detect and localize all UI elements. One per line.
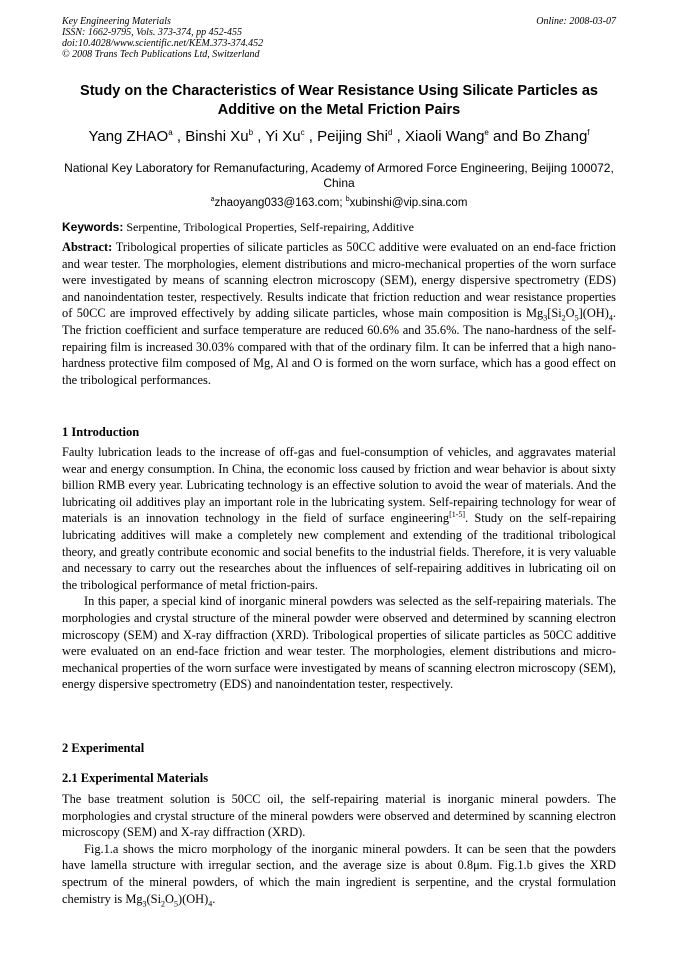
paragraph-text: Faulty lubrication leads to the increase of off-gas and fuel-consumption of vehicles, and aggravates material wear and energy consumption. In China, the economic loss caused by friction and wear behavior is about sixty billion RMB every year. Lubricating technology is an effective solution to avoid the wear of materials. And the lubricating oil additives play an important role in the lubricating system. Self-repairing technology for wear of materials is an innovation technology in the field of surface engineering <box>62 445 616 526</box>
keywords-label: Keywords: <box>62 220 124 234</box>
author-separator: , <box>392 128 405 145</box>
paragraph-text: . <box>212 891 216 906</box>
doi-line: doi:10.4028/www.scientific.net/KEM.373-374.452 <box>62 38 264 49</box>
body-paragraph <box>62 841 616 907</box>
section-heading-introduction: 1 Introduction <box>62 425 140 439</box>
author-emails <box>60 196 618 210</box>
author-separator: , <box>304 128 318 145</box>
keywords-text: Serpentine, Tribological Properties, Self-repairing, Additive <box>123 220 414 234</box>
citation-ref: [1-5] <box>449 510 466 520</box>
journal-name: Key Engineering Materials <box>62 16 171 27</box>
author-superscript: e <box>484 128 489 137</box>
body-paragraph <box>62 444 616 593</box>
abstract <box>62 239 616 388</box>
paragraph-text: Fig.1.a shows the micro morphology of the inorganic mineral powders. It can be seen that the powders have lamella structure with irregular section, and the average size is about 0.8μm. Fig.1.b gives the XRD spectrum of the mineral powders, of which the main ingredient is serpentine, and the crystal formulation chemistry is Mg <box>62 841 616 906</box>
email-link[interactable]: xubinshi@vip.sina.com <box>349 197 468 209</box>
body-paragraph: The base treatment solution is 50CC oil, the self-repairing material is inorganic mineral powders. The morphologies and crystal structure of the mineral powders were observed and determined by scanning electron microscopy (SEM) and X-ray diffraction (XRD). <box>62 792 616 840</box>
abstract-text: O <box>565 306 575 321</box>
email-superscript: b <box>345 196 350 204</box>
issn-line: ISSN: 1662-9795, Vols. 373-374, pp 452-455 <box>62 27 242 38</box>
paragraph-text: O <box>165 891 174 906</box>
keywords <box>62 219 616 236</box>
subscript: 5 <box>574 313 579 323</box>
introduction-body <box>62 444 616 693</box>
subscript: 4 <box>608 313 613 323</box>
copyright-line: © 2008 Trans Tech Publications Ltd, Switzerland <box>62 49 260 60</box>
author-separator: , <box>172 128 186 145</box>
experimental-body <box>62 791 616 907</box>
author-and: and <box>488 128 523 145</box>
author-name: Bo Zhang <box>522 128 588 145</box>
paper-title: Study on the Characteristics of Wear Resistance Using Silicate Particles as Additive on the Metal Friction Pairs <box>80 83 598 118</box>
subscript: 2 <box>161 899 166 909</box>
abstract-text: Tribological properties of silicate particles as 50CC additive were evaluated on an end-face friction and wear tester. The morphologies, element distributions and micro-mechanical properties of the worn surface were investigated by means of scanning electron microscopy (SEM), energy dispersive spectrometry (EDS) and nanoindentation tester, respectively. Results indicate that friction reduction and wear resistance properties of 50CC are improved effectively by adding silicate particles, whose main composition is Mg <box>62 240 616 321</box>
author-name: Yang ZHAO <box>88 128 169 145</box>
author-name: Peijing Shi <box>317 128 388 145</box>
author-name: Xiaoli Wang <box>404 128 485 145</box>
paragraph-text: . Study on the self-repairing lubricating additives will make a completely new complement and extending of the traditional tribological theory, and greatly contribute economic and social benefits to the industrial fields. Therefore, it is very valuable and necessary to carry out the researches about the influences of self-repairing additives in lubricating oil on the tribological performance of metal friction-pairs. <box>62 511 616 592</box>
subscript: 2 <box>561 313 566 323</box>
paragraph-text: )(OH) <box>177 891 209 906</box>
subscript: 5 <box>173 899 178 909</box>
abstract-paragraph <box>62 239 616 388</box>
author-superscript: f <box>587 128 590 137</box>
subsection-heading-materials: 2.1 Experimental Materials <box>62 771 209 785</box>
affiliation: National Key Laboratory for Remanufacturing, Academy of Armored Force Engineering, Beijing 100072, China <box>64 161 614 190</box>
email-link[interactable]: zhaoyang033@163.com <box>214 197 340 209</box>
author-separator: , <box>253 128 266 145</box>
author-superscript: c <box>300 128 305 137</box>
author-superscript: b <box>248 128 254 137</box>
subscript: 4 <box>208 899 213 909</box>
email-superscript: a <box>210 196 215 204</box>
author-name: Binshi Xu <box>185 128 249 145</box>
section-heading-experimental: 2 Experimental <box>62 741 145 755</box>
abstract-text: . The friction coefficient and surface temperature are reduced 60.6% and 35.6%. The nano-hardness of the self-repairing film is increased 30.03% compared with that of the ordinary film. It can be inferred that a high nano-hardness protective film composed of Mg, Al and O is formed on the worn surface, which has a good effect on the tribological performances. <box>62 306 616 387</box>
author-list <box>40 127 638 147</box>
abstract-text: ](OH) <box>578 306 609 321</box>
abstract-label: Abstract: <box>62 240 113 254</box>
author-name: Yi Xu <box>265 128 301 145</box>
running-header <box>62 16 616 60</box>
author-superscript: a <box>168 128 173 137</box>
subscript: 3 <box>543 313 548 323</box>
online-date: Online: 2008-03-07 <box>536 16 616 27</box>
body-paragraph: In this paper, a special kind of inorganic mineral powders was selected as the self-repairing materials. The morphologies and crystal structure of the mineral powder were observed and determined by scanning electron microscopy (SEM) and X-ray diffraction (XRD). Tribological properties of silicate particles as 50CC additive were evaluated on an end-face friction and wear tester. The morphologies, element distributions and micro-mechanical properties of the worn surface were investigated by means of scanning electron microscopy (SEM), energy dispersive spectrometry (EDS) and nanoindentation tester, respectively. <box>62 594 616 692</box>
email-separator: ; <box>339 197 346 209</box>
author-superscript: d <box>387 128 393 137</box>
abstract-text: [Si <box>547 306 562 321</box>
subscript: 3 <box>142 899 147 909</box>
paragraph-text: (Si <box>146 891 162 906</box>
